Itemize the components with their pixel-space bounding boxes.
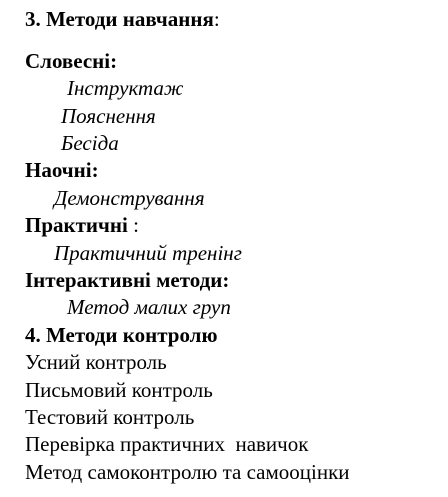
control-method-item: Письмовий контроль xyxy=(25,378,213,402)
practical-methods-colon: : xyxy=(127,213,139,237)
verbal-methods-label: Словесні: xyxy=(25,49,118,73)
section-3-heading-colon: : xyxy=(213,7,220,31)
verbal-method-item: Інструктаж xyxy=(67,76,184,100)
control-method-item: Метод самоконтролю та самооцінки xyxy=(25,460,350,484)
interactive-method-item: Метод малих груп xyxy=(67,295,231,319)
section-4-heading: 4. Методи контролю xyxy=(25,323,218,347)
interactive-methods-label: Інтерактивні методи: xyxy=(25,268,230,292)
control-method-item: Тестовий контроль xyxy=(25,405,195,429)
visual-method-item: Демонстрування xyxy=(54,186,205,210)
verbal-method-item: Пояснення xyxy=(61,104,156,128)
verbal-method-item: Бесіда xyxy=(61,131,119,155)
practical-methods-heading xyxy=(25,212,139,239)
section-3-heading-text: 3. Методи навчання xyxy=(25,7,214,31)
practical-methods-label: Практичні xyxy=(25,213,128,237)
control-method-item: Перевірка практичних навичок xyxy=(25,432,309,456)
section-3-heading xyxy=(25,6,220,33)
visual-methods-label: Наочні: xyxy=(25,158,99,182)
control-method-item: Усний контроль xyxy=(25,350,167,374)
practical-method-item: Практичний тренінг xyxy=(54,241,242,265)
